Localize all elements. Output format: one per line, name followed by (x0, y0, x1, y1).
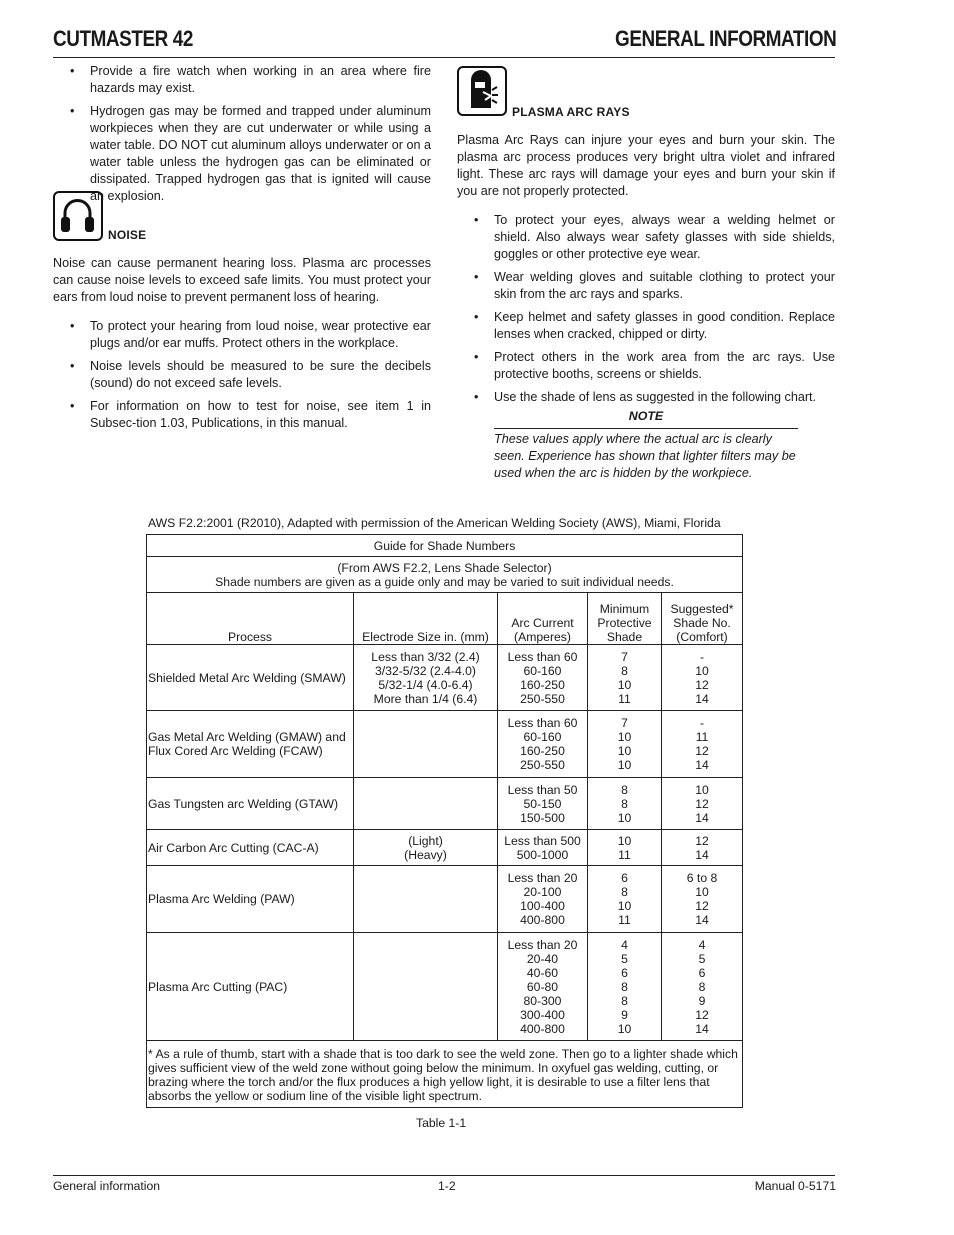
cell-minimum-line: 8 (621, 993, 628, 1008)
cell-suggested-line: 10 (695, 782, 709, 797)
table-subtitle (147, 557, 743, 593)
cell-minimum-line: 9 (621, 1007, 628, 1022)
cell-minimum-line: 10 (617, 758, 632, 772)
cell-minimum-line: 4 (621, 937, 628, 952)
cell-suggested-line: 4 (698, 937, 706, 952)
cell-minimum-line: 7 (621, 649, 628, 664)
cell-current-line: 40-60 (526, 965, 559, 980)
table-header-row (147, 593, 743, 645)
cell-suggested-line: 8 (698, 979, 706, 994)
cell-process-line: Gas Metal Arc Welding (GMAW) and (148, 730, 346, 744)
footer-rule (53, 1175, 835, 1176)
header-current-line: (Amperes) (514, 630, 571, 644)
cell-electrode (354, 933, 498, 1041)
cell-current-line: 160-250 (520, 677, 565, 692)
table-row (147, 830, 743, 866)
cell-current-line: 250-550 (520, 758, 565, 772)
header-minimum-line: Minimum (599, 602, 650, 616)
table-row (147, 711, 743, 778)
cell-current-line: 60-160 (523, 663, 562, 678)
cell-suggested-line: 12 (695, 833, 709, 848)
cell-current-line: 400-800 (520, 1021, 565, 1036)
cell-minimum-line: 10 (617, 677, 632, 692)
manual-title: CUTMASTER 42 (53, 26, 193, 51)
header-current-line: Arc Current (511, 616, 574, 630)
cell-process (147, 866, 354, 933)
cell-process-line: Shielded Metal Arc Welding (SMAW) (148, 670, 346, 685)
cell-process (147, 830, 354, 866)
table-row (147, 645, 743, 711)
cell-suggested-line: 14 (695, 810, 709, 825)
cell-minimum-line: 8 (621, 663, 628, 678)
cell-current-line: Less than 60 (507, 649, 578, 664)
table-subtitle-line-1: (From AWS F2.2, Lens Shade Selector) (337, 560, 552, 575)
cell-current (498, 778, 588, 830)
cell-suggested-line: 10 (695, 885, 709, 899)
cell-minimum-line: 10 (617, 1021, 632, 1036)
cell-minimum-line: 10 (617, 730, 632, 744)
cell-current-line: Less than 500 (504, 833, 581, 848)
cell-electrode (354, 778, 498, 830)
cell-electrode-line: More than 1/4 (6.4) (373, 691, 478, 706)
cell-minimum-line: 8 (621, 885, 628, 899)
bullet-hydrogen: • Hydrogen gas may be formed and trapped under aluminum workpieces when they are cut underwater or while using a water table. DO NOT cut aluminum alloys underwater or on a water table unless the hydrogen gas can be eliminated or dissipated. Trapped hydrogen gas that is ignited will cause an explosion. (53, 103, 431, 205)
left-top-bullets (53, 63, 431, 211)
cell-current (498, 933, 588, 1041)
cell-suggested (662, 866, 743, 933)
cell-minimum-line: 8 (621, 796, 628, 811)
header-suggested-line: Suggested* (670, 602, 734, 616)
arc-bullet-eyes: • To protect your eyes, always wear a welding helmet or shield. Also always wear safety glasses with side shields, goggles or other protective eye wear. (457, 212, 835, 263)
table-caption: Table 1-1 (416, 1116, 467, 1130)
header-minimum-line: Protective (597, 616, 652, 630)
cell-minimum-line: 11 (618, 691, 631, 706)
cell-current-line: 20-100 (523, 885, 562, 899)
footer-left: General information (53, 1179, 161, 1193)
arc-bullet-shade: • Use the shade of lens as suggested in the following chart. (457, 389, 835, 406)
cell-suggested-line: 10 (695, 663, 709, 678)
cell-minimum (588, 711, 662, 778)
table-source: AWS F2.2:2001 (R2010), Adapted with permission of the American Welding Society (AWS), Miami, Florida (148, 516, 721, 530)
header-suggested (662, 593, 743, 645)
header-electrode (354, 593, 498, 645)
cell-suggested (662, 933, 743, 1041)
cell-current-line: 400-800 (520, 913, 565, 927)
cell-suggested (662, 778, 743, 830)
cell-current-line: 100-400 (520, 899, 565, 913)
table-footnote: * As a rule of thumb, start with a shade that is too dark to see the weld zone. Then go to a lighter shade which gives sufficient view of the weld zone without going below the minimum. In oxyfuel gas welding, cutting, or brazing where the torch and/or the flux produces a high yellow light, it is desirable to use a filter lens that absorbs the yellow or sodium line of the visible light spectrum. (147, 1041, 743, 1108)
cell-current-line: 150-500 (520, 810, 565, 825)
cell-suggested-line: 6 to 8 (686, 871, 718, 885)
cell-current-line: 50-150 (523, 796, 562, 811)
cell-suggested-line: 5 (698, 951, 706, 966)
note-box (494, 408, 798, 482)
cell-suggested (662, 711, 743, 778)
cell-current (498, 866, 588, 933)
cell-current-line: 80-300 (523, 993, 562, 1008)
noise-bullet-test: • For information on how to test for noise, see item 1 in Subsec-tion 1.03, Publications, in this manual. (53, 398, 431, 432)
cell-current (498, 711, 588, 778)
cell-electrode-line: (Light) (408, 833, 443, 848)
cell-minimum (588, 866, 662, 933)
cell-current-line: Less than 20 (507, 937, 578, 952)
cell-current-line: 300-400 (520, 1007, 565, 1022)
arc-bullet-others: • Protect others in the work area from the arc rays. Use protective booths, screens or shields. (457, 349, 835, 383)
cell-suggested-line: - (699, 649, 705, 664)
noise-bullet-measure: • Noise levels should be measured to be sure the decibels (sound) do not exceed safe levels. (53, 358, 431, 392)
cell-process-line: Flux Cored Arc Welding (FCAW) (148, 744, 323, 758)
arc-rays-intro: Plasma Arc Rays can injure your eyes and burn your skin. The plasma arc process produces very bright ultra violet and infrared light. These arc rays will damage your eyes and burn your skin if you are not properly protected. (457, 133, 835, 198)
table-title: Guide for Shade Numbers (147, 535, 743, 557)
cell-electrode (354, 866, 498, 933)
cell-minimum-line: 11 (618, 847, 631, 862)
noise-section (53, 255, 431, 438)
note-title: NOTE (628, 409, 664, 423)
cell-current-line: 250-550 (520, 691, 565, 706)
cell-electrode (354, 645, 498, 711)
table-row (147, 933, 743, 1041)
cell-minimum-line: 6 (621, 871, 628, 885)
header-minimum (588, 593, 662, 645)
cell-process-line: Plasma Arc Cutting (PAC) (148, 979, 288, 994)
cell-current-line: 500-1000 (516, 847, 569, 862)
cell-suggested-line: 12 (695, 1007, 709, 1022)
table-row (147, 778, 743, 830)
cell-process (147, 778, 354, 830)
cell-electrode-line: (Heavy) (404, 847, 447, 862)
cell-electrode-line: 3/32-5/32 (2.4-4.0) (375, 663, 476, 678)
header-electrode-label: Electrode Size in. (mm) (362, 630, 489, 644)
cell-current-line: Less than 20 (507, 871, 578, 885)
cell-minimum-line: 11 (618, 913, 631, 927)
welding-helmet-icon (457, 66, 507, 116)
cell-suggested-line: 11 (695, 730, 709, 744)
cell-suggested-line: 12 (695, 796, 709, 811)
section-title: GENERAL INFORMATION (614, 26, 836, 51)
cell-process (147, 933, 354, 1041)
header-minimum-line: Shade (606, 630, 643, 644)
cell-minimum-line: 6 (621, 965, 628, 980)
cell-minimum-line: 5 (621, 951, 628, 966)
cell-process (147, 711, 354, 778)
header-suggested-line: (Comfort) (676, 630, 728, 644)
header-process-label: Process (227, 630, 273, 644)
header-rule (53, 57, 835, 58)
cell-suggested-line: 14 (695, 691, 709, 706)
cell-current-line: 20-40 (526, 951, 559, 966)
cell-suggested-line: 12 (695, 744, 709, 758)
cell-minimum (588, 830, 662, 866)
cell-minimum-line: 8 (621, 979, 628, 994)
cell-current (498, 830, 588, 866)
cell-current-line: Less than 60 (507, 716, 578, 730)
arc-rays-heading: PLASMA ARC RAYS (512, 105, 630, 119)
cell-suggested-line: - (699, 716, 705, 730)
cell-current-line: Less than 50 (507, 782, 578, 797)
arc-bullet-helmet: • Keep helmet and safety glasses in good condition. Replace lenses when cracked, chipped or dirty. (457, 309, 835, 343)
noise-heading: NOISE (108, 228, 147, 242)
cell-electrode-line: 5/32-1/4 (4.0-6.4) (378, 677, 473, 692)
table-body (147, 645, 743, 1041)
cell-suggested (662, 830, 743, 866)
cell-suggested-line: 14 (695, 847, 709, 862)
cell-minimum (588, 933, 662, 1041)
cell-current-line: 60-160 (523, 730, 562, 744)
cell-electrode (354, 711, 498, 778)
noise-intro: Noise can cause permanent hearing loss. Plasma arc processes can cause noise levels to exceed safe limits. You must protect your ears from loud noise to prevent permanent loss of hearing. (53, 256, 431, 304)
cell-minimum (588, 778, 662, 830)
cell-suggested-line: 14 (695, 1021, 709, 1036)
header-process (147, 593, 354, 645)
cell-minimum-line: 8 (621, 782, 628, 797)
cell-suggested-line: 12 (695, 677, 709, 692)
cell-minimum-line: 10 (617, 744, 632, 758)
bullet-fire-watch: • Provide a fire watch when working in an area where fire hazards may exist. (53, 63, 431, 97)
cell-process-line: Plasma Arc Welding (PAW) (148, 892, 295, 906)
cell-process-line: Gas Tungsten arc Welding (GTAW) (148, 796, 339, 811)
arc-rays-section (457, 132, 835, 482)
cell-electrode (354, 830, 498, 866)
shade-table (146, 534, 743, 1108)
cell-suggested-line: 14 (695, 758, 709, 772)
cell-suggested (662, 645, 743, 711)
cell-current-line: 60-80 (526, 979, 559, 994)
cell-minimum (588, 645, 662, 711)
cell-suggested-line: 9 (698, 993, 706, 1008)
cell-process-line: Air Carbon Arc Cutting (CAC-A) (148, 840, 319, 855)
cell-suggested-line: 14 (695, 913, 709, 927)
manual-number: Manual 0-5171 (754, 1179, 836, 1193)
cell-current-line: 160-250 (520, 744, 565, 758)
cell-process (147, 645, 354, 711)
cell-minimum-line: 10 (617, 899, 632, 913)
table-row (147, 866, 743, 933)
header-current (498, 593, 588, 645)
cell-minimum-line: 7 (621, 716, 628, 730)
cell-suggested-line: 12 (695, 899, 709, 913)
noise-bullet-protect: • To protect your hearing from loud noise, wear protective ear plugs and/or ear muffs. Protect others in the workplace. (53, 318, 431, 352)
header-suggested-line: Shade No. (673, 616, 731, 630)
cell-electrode-line: Less than 3/32 (2.4) (371, 649, 480, 664)
note-text: These values apply where the actual arc is clearly seen. Experience has shown that lighter filters may be used when the arc is hidden by the workpiece. (494, 432, 796, 480)
cell-suggested-line: 6 (698, 965, 706, 980)
ear-muffs-icon (53, 191, 103, 241)
cell-minimum-line: 10 (617, 833, 632, 848)
cell-current (498, 645, 588, 711)
cell-minimum-line: 10 (617, 810, 632, 825)
page-number: 1-2 (438, 1179, 456, 1193)
note-rule (494, 428, 798, 429)
arc-bullet-gloves: • Wear welding gloves and suitable clothing to protect your skin from the arc rays and sparks. (457, 269, 835, 303)
table-subtitle-line-2: Shade numbers are given as a guide only and may be varied to suit individual needs. (215, 574, 674, 589)
